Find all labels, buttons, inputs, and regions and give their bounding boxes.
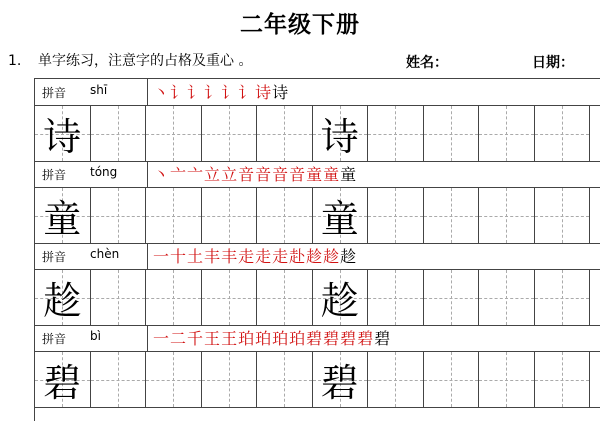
pinyin-row: [35, 325, 600, 352]
grid-cell[interactable]: [535, 188, 591, 243]
stroke-step: 千: [187, 329, 205, 348]
stroke-step: 讠: [221, 83, 239, 102]
stroke-step: 丰: [204, 247, 222, 266]
stroke-step: 趁: [306, 247, 324, 266]
grid-cell-model: [313, 352, 369, 407]
stroke-order: [153, 80, 289, 103]
stroke-step: 诗: [255, 83, 273, 102]
stroke-step: 碧: [306, 329, 324, 348]
date-label: 日期：: [532, 55, 574, 71]
stroke-step: 一: [153, 247, 171, 266]
stroke-step: 珀: [238, 329, 256, 348]
grid-cell[interactable]: [257, 106, 313, 161]
char-block-bi: [35, 325, 600, 407]
grid-cell[interactable]: [257, 270, 313, 325]
grid-cell[interactable]: [146, 270, 202, 325]
pinyin-row: [35, 243, 600, 270]
grid-cell[interactable]: [479, 106, 535, 161]
grid-cell[interactable]: [146, 352, 202, 407]
stroke-step: 亠: [187, 165, 205, 184]
stroke-step: 丰: [221, 247, 239, 266]
stroke-step: 碧: [323, 329, 341, 348]
grid-cell[interactable]: [91, 188, 147, 243]
grid-cell[interactable]: [368, 188, 424, 243]
practice-grid-row: [35, 352, 600, 408]
stroke-step: 趁: [323, 247, 341, 266]
grid-cell[interactable]: [424, 270, 480, 325]
pinyin-label: 拼音: [42, 332, 67, 346]
stroke-step: 二: [170, 329, 188, 348]
grid-cell[interactable]: [368, 106, 424, 161]
char-block-tong: [35, 161, 600, 243]
stroke-step: 趁: [340, 247, 358, 266]
grid-cell[interactable]: [91, 270, 147, 325]
pinyin-label: 拼音: [42, 168, 67, 182]
pinyin-row: [35, 161, 600, 188]
stroke-step: 碧: [357, 329, 375, 348]
grid-cell[interactable]: [146, 106, 202, 161]
stroke-step: 讠: [170, 83, 188, 102]
char-block-shi: [35, 79, 600, 161]
instruction-text: 单字练习，注意字的占格及重心 。: [38, 53, 253, 69]
grid-cell[interactable]: [479, 352, 535, 407]
model-character: 趁: [43, 279, 82, 323]
grid-cell[interactable]: [368, 270, 424, 325]
grid-cell[interactable]: [368, 352, 424, 407]
grid-cell[interactable]: [535, 106, 591, 161]
char-block-chen: [35, 243, 600, 325]
practice-grid-row: [35, 270, 600, 326]
grid-cell[interactable]: [535, 352, 591, 407]
pinyin-text: chèn: [90, 247, 120, 261]
grid-cell[interactable]: [202, 106, 258, 161]
grid-cell[interactable]: [424, 188, 480, 243]
grid-cell-model: [35, 270, 91, 325]
stroke-step: 讠: [187, 83, 205, 102]
grid-cell[interactable]: [91, 106, 147, 161]
stroke-step: 王: [204, 329, 222, 348]
name-label: 姓名：: [406, 55, 448, 71]
pinyin-row: [35, 79, 600, 106]
stroke-step: 一: [153, 329, 171, 348]
grid-cell-model: [35, 188, 91, 243]
pinyin-label: 拼音: [42, 250, 67, 264]
instruction-number: 1.: [8, 53, 22, 69]
stroke-step: 珀: [289, 329, 307, 348]
stroke-step: 王: [221, 329, 239, 348]
instruction: [8, 50, 252, 70]
grid-cell[interactable]: [479, 188, 535, 243]
stroke-step: 走: [272, 247, 290, 266]
grid-cell[interactable]: [202, 188, 258, 243]
stroke-step: 丶: [153, 165, 171, 184]
stroke-step: 碧: [374, 329, 392, 348]
pinyin-divider: [147, 243, 148, 269]
pinyin-label: 拼音: [42, 86, 67, 100]
stroke-order: [153, 326, 391, 349]
stroke-step: 土: [187, 247, 205, 266]
stroke-step: 音: [289, 165, 307, 184]
grid-cell[interactable]: [146, 188, 202, 243]
grid-cell[interactable]: [424, 352, 480, 407]
grid-cell[interactable]: [479, 270, 535, 325]
model-character: 碧: [43, 361, 82, 405]
stroke-step: 童: [340, 165, 358, 184]
grid-cell[interactable]: [257, 352, 313, 407]
stroke-step: 走: [238, 247, 256, 266]
stroke-step: 童: [306, 165, 324, 184]
stroke-order: [153, 244, 357, 267]
stroke-step: 讠: [204, 83, 222, 102]
grid-cell[interactable]: [91, 352, 147, 407]
model-character: 碧: [320, 361, 359, 405]
stroke-order: [153, 162, 357, 185]
grid-cell-model: [35, 106, 91, 161]
stroke-step: 亠: [170, 165, 188, 184]
pinyin-text: bì: [90, 329, 101, 343]
model-character: 趁: [320, 279, 359, 323]
model-character: 童: [43, 197, 82, 241]
stroke-step: 音: [255, 165, 273, 184]
practice-grid-row: [35, 106, 600, 162]
practice-grid-row: [35, 188, 600, 244]
stroke-step: 音: [238, 165, 256, 184]
worksheet-title: 二年级下册: [240, 12, 360, 38]
stroke-step: 走: [255, 247, 273, 266]
stroke-step: 音: [272, 165, 290, 184]
pinyin-divider: [147, 79, 148, 105]
stroke-step: 十: [170, 247, 188, 266]
pinyin-divider: [147, 161, 148, 187]
stroke-step: 赴: [289, 247, 307, 266]
grid-cell-model: [313, 188, 369, 243]
stroke-step: 珀: [255, 329, 273, 348]
grid-cell[interactable]: [202, 352, 258, 407]
grid-cell-model: [35, 352, 91, 407]
pinyin-divider: [147, 325, 148, 351]
stroke-step: 立: [221, 165, 239, 184]
stroke-step: 碧: [340, 329, 358, 348]
grid-cell-model: [313, 106, 369, 161]
pinyin-text: shī: [90, 83, 108, 97]
pinyin-text: tóng: [90, 165, 118, 179]
model-character: 诗: [320, 115, 359, 159]
stroke-step: 珀: [272, 329, 290, 348]
grid-cell-model: [313, 270, 369, 325]
model-character: 诗: [43, 115, 82, 159]
stroke-step: 丶: [153, 83, 171, 102]
grid-cell[interactable]: [424, 106, 480, 161]
practice-sheet: [34, 78, 600, 421]
grid-cell[interactable]: [202, 270, 258, 325]
stroke-step: 童: [323, 165, 341, 184]
grid-cell[interactable]: [257, 188, 313, 243]
stroke-step: 立: [204, 165, 222, 184]
model-character: 童: [320, 197, 359, 241]
grid-cell[interactable]: [535, 270, 591, 325]
stroke-step: 诗: [272, 83, 290, 102]
stroke-step: 讠: [238, 83, 256, 102]
